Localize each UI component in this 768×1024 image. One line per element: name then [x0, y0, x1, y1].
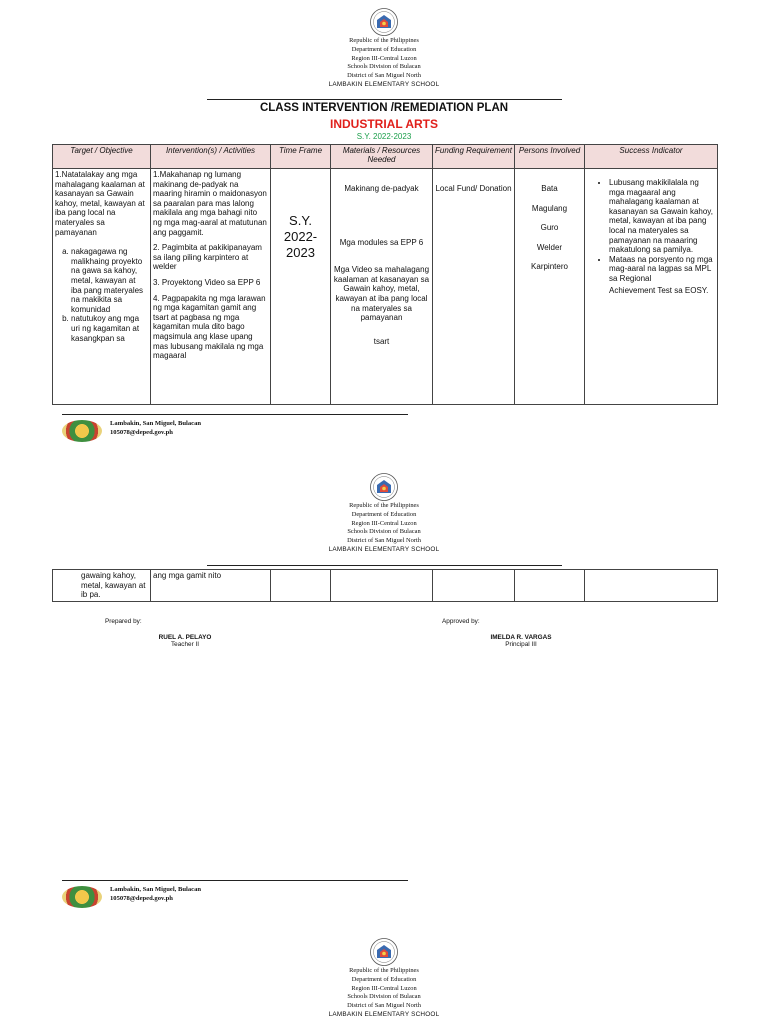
school-logo-icon [62, 886, 102, 908]
header-republic: Republic of the Philippines [349, 37, 419, 44]
letterhead [0, 37, 768, 90]
header-rule [207, 565, 562, 566]
header-district: District of San Miguel North [347, 72, 421, 80]
approved-by-label: Approved by: [442, 618, 480, 625]
time-frame-cell: S.Y. 2022-2023 [271, 169, 331, 405]
header-region: Region III-Central Luzon [351, 984, 417, 992]
target-continued: gawaing kahoy, metal, kawayan at ib pa. [53, 570, 151, 602]
intervention-4: 4. Pagpapakita ng mga larawan ng mga kagamitan gamit ang tsart at pagbasa ng mga kagamitan mula dito bago magsimula ang klase upang mas lubusang makilala ng mga magaaral [153, 293, 266, 361]
person-2: Magulang [531, 203, 568, 213]
footer-email: 105078@deped.gov.ph [110, 429, 173, 436]
target-intro: 1.Natatalakay ang mga mahalagang kaalaman at kasanayan sa Gawain kahoy, metal, kawayan at iba pang local na materyales sa pamayanan [55, 170, 145, 237]
header-division: Schools Division of Bulacan [347, 993, 421, 1001]
material-2: Mga modules sa EPP 6 [339, 237, 424, 247]
success-1: • Lubusang makikilalala ng mga magaaral ang mahalagang kaalaman at kasanayan sa Gawain kahoy, metal, kawayan at iba pang local na materyales sa pamayanan na maaaring makatulong sa pamilya. [609, 178, 715, 255]
header-republic: Republic of the Philippines [349, 502, 419, 509]
header-rule [207, 99, 562, 100]
header-region: Region III-Central Luzon [351, 54, 417, 62]
school-year: S.Y. 2022-2023 [356, 132, 412, 141]
col-success: Success Indicator [585, 145, 718, 169]
prepared-by-label: Prepared by: [105, 618, 142, 625]
approved-title: Principal III [505, 641, 537, 648]
plan-table [52, 144, 718, 405]
col-funding: Funding Requirement [433, 145, 515, 169]
header-republic: Republic of the Philippines [349, 967, 419, 974]
footer-email: 105078@deped.gov.ph [110, 895, 173, 902]
header-region: Region III-Central Luzon [351, 519, 417, 527]
table-row [53, 570, 718, 602]
header-department: Department of Education [351, 45, 417, 53]
intervention-1: 1.Makahanap ng lumang makinang de-padyak na maaring hiramin o maidonasyon sa paaralan para mas lalong makilala ang mga bahagi nito ng mga mag-aaral at matutunan ang paggamit. [153, 170, 267, 237]
header-department: Department of Education [351, 975, 417, 983]
person-4: Welder [536, 242, 563, 252]
footer-block [110, 885, 201, 903]
deped-seal-icon [370, 8, 398, 36]
table-header-row [53, 145, 718, 169]
subject-title: INDUSTRIAL ARTS [330, 117, 438, 131]
deped-seal-icon [370, 938, 398, 966]
footer-rule [62, 880, 408, 881]
prepared-signatory [140, 634, 230, 648]
table-row [53, 169, 718, 405]
letterhead [0, 967, 768, 1020]
funding-text: Local Fund/ Donation [435, 184, 512, 193]
col-time-frame: Time Frame [271, 145, 331, 169]
header-district: District of San Miguel North [347, 537, 421, 545]
deped-seal-icon [370, 473, 398, 501]
approved-signatory [476, 634, 566, 648]
success-2: • Mataas na porsyento ng mga mag-aaral na lagpas sa MPL sa Regional [609, 255, 715, 284]
success-3: Achievement Test sa EOSY. [609, 285, 709, 295]
col-interventions: Intervention(s) / Activities [151, 145, 271, 169]
prepared-title: Teacher II [170, 641, 200, 648]
footer-block [110, 419, 201, 437]
interventions-cell [151, 169, 271, 405]
target-cell [53, 169, 151, 405]
header-school: LAMBAKIN ELEMENTARY SCHOOL [328, 545, 440, 553]
empty-cell [331, 570, 433, 602]
materials-cell [331, 169, 433, 405]
empty-cell [433, 570, 515, 602]
person-3: Guro [540, 223, 559, 233]
material-4: tsart [373, 336, 390, 346]
header-school: LAMBAKIN ELEMENTARY SCHOOL [328, 80, 440, 88]
empty-cell [515, 570, 585, 602]
person-5: Karpintero [531, 262, 568, 272]
header-division: Schools Division of Bulacan [347, 528, 421, 536]
prepared-name: RUEL A. PELAYO [158, 634, 212, 641]
person-1: Bata [541, 184, 558, 193]
intervention-3: 3. Proyektong Video sa EPP 6 [153, 277, 261, 287]
header-division: Schools Division of Bulacan [347, 63, 421, 71]
material-3: Mga Video sa mahalagang kaalaman at kasanayan sa Gawain kahoy, metal, kawayan at iba pang local na materyales sa pamayanan [333, 265, 430, 323]
footer-rule [62, 414, 408, 415]
approved-name: IMELDA R. VARGAS [490, 634, 552, 641]
target-item-b: b. natutukoy ang mga uri ng kagamitan at kasangkpan sa [71, 314, 148, 343]
header-school: LAMBAKIN ELEMENTARY SCHOOL [328, 1010, 440, 1018]
plan-table-continued [52, 569, 718, 602]
target-item-a: a. nakagagawa ng malikhaing proyekto na gawa sa kahoy, metal, kawayan at iba pang materyales na makikita sa komunidad [71, 247, 148, 314]
school-logo-icon [62, 420, 102, 442]
header-department: Department of Education [351, 510, 417, 518]
header-district: District of San Miguel North [347, 1002, 421, 1010]
plan-title: CLASS INTERVENTION /REMEDIATION PLAN [259, 102, 509, 114]
intervention-2: 2. Pagimbita at pakikipanayam sa ilang piling karpintero at welder [153, 243, 262, 272]
intervention-continued: ang mga gamit nito [151, 570, 271, 602]
funding-cell [433, 169, 515, 405]
footer-address: Lambakin, San Miguel, Bulacan [110, 420, 202, 427]
letterhead [0, 502, 768, 555]
success-cell [585, 169, 718, 405]
persons-cell [515, 169, 585, 405]
empty-cell [271, 570, 331, 602]
col-persons: Persons Involved [515, 145, 585, 169]
col-materials: Materials / Resources Needed [331, 145, 433, 169]
empty-cell [585, 570, 718, 602]
footer-address: Lambakin, San Miguel, Bulacan [110, 886, 202, 893]
material-1: Makinang de-padyak [344, 184, 419, 193]
col-target: Target / Objective [53, 145, 151, 169]
